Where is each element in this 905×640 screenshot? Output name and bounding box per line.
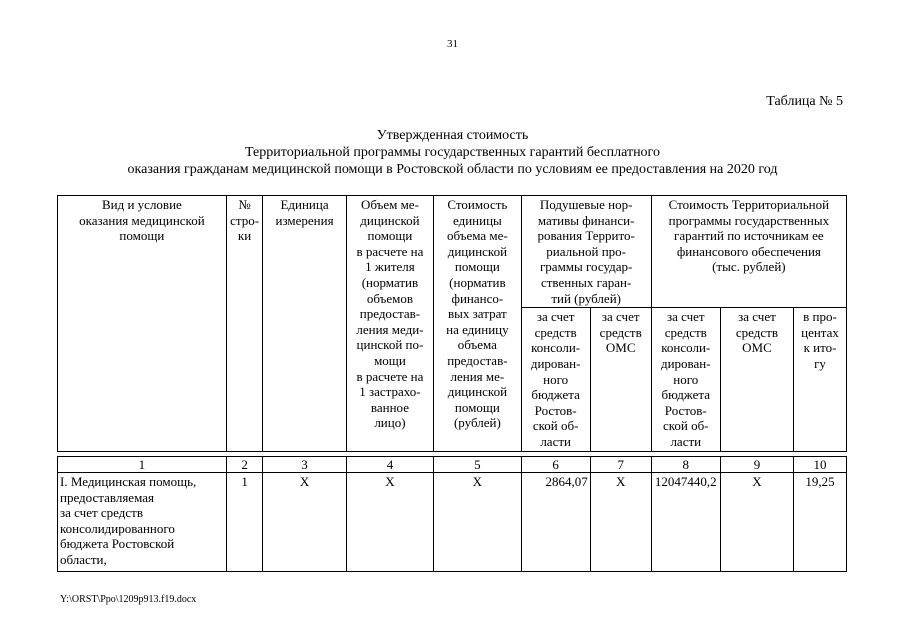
row-service-name: I. Медицинская помощь, предоставляемая за счет средств консолидированного бюджета Ростовской области, bbox=[58, 473, 227, 572]
header-unit: Единица измерения bbox=[263, 196, 346, 452]
column-number: 10 bbox=[794, 456, 847, 473]
column-number: 1 bbox=[58, 456, 227, 473]
header-total-cost-group: Стоимость Территориальной программы государственных гарантий по источникам ее финансового обеспечения (тыс. рублей) bbox=[651, 196, 846, 308]
column-number-row bbox=[58, 456, 847, 473]
header-per-capita-budget: за счет средств консоли- дирован- ного бюджета Ростов- ской об- ласти bbox=[521, 308, 590, 451]
file-path-footer: Y:\ORST\Ppo\1209p913.f19.docx bbox=[60, 594, 197, 605]
title-line-1: Утвержденная стоимость bbox=[376, 128, 529, 143]
header-row-1 bbox=[58, 196, 847, 308]
header-volume: Объем ме- дицинской помощи в расчете на 1 жителя (норматив объемов предостав- ления меди- цинской по- мощи в расчете на 1 застрахо- ванное лицо) bbox=[346, 196, 433, 452]
row-percent: 19,25 bbox=[794, 473, 847, 572]
header-service-type: Вид и условие оказания медицинской помощи bbox=[58, 196, 227, 452]
cost-table bbox=[57, 195, 847, 572]
row-line-number: 1 bbox=[226, 473, 263, 572]
row-unit-cost: Х bbox=[434, 473, 521, 572]
header-line-number: № стро- ки bbox=[226, 196, 263, 452]
header-per-capita-oms: за счет средств ОМС bbox=[590, 308, 651, 451]
header-total-budget: за счет средств консоли- дирован- ного бюджета Ростов- ской об- ласти bbox=[651, 308, 720, 451]
column-number: 8 bbox=[651, 456, 720, 473]
column-number: 5 bbox=[434, 456, 521, 473]
row-per-capita-oms: Х bbox=[590, 473, 651, 572]
column-number: 4 bbox=[346, 456, 433, 473]
column-number: 2 bbox=[226, 456, 263, 473]
table-label: Таблица № 5 bbox=[766, 94, 843, 109]
page-number: 31 bbox=[447, 38, 458, 50]
title-line-2: Территориальной программы государственных гарантий бесплатного bbox=[245, 145, 660, 160]
row-total-budget: 12047440,2 bbox=[651, 473, 720, 572]
title-line-3: оказания гражданам медицинской помощи в Ростовской области по условиям ее предоставления на 2020 год bbox=[127, 162, 778, 177]
table-row bbox=[58, 473, 847, 572]
column-number: 7 bbox=[590, 456, 651, 473]
header-total-oms: за счет средств ОМС bbox=[720, 308, 793, 451]
row-total-oms: Х bbox=[720, 473, 793, 572]
column-number: 3 bbox=[263, 456, 346, 473]
row-unit: Х bbox=[263, 473, 346, 572]
document-title bbox=[0, 127, 905, 178]
header-percent: в про- центах к ито- гу bbox=[794, 308, 847, 451]
row-per-capita-budget: 2864,07 bbox=[521, 473, 590, 572]
header-per-capita-group: Подушевые нор- мативы финанси- рования Террито- риальной про- граммы государ- ственных гаран- тий (рублей) bbox=[521, 196, 651, 308]
row-volume: Х bbox=[346, 473, 433, 572]
header-unit-cost: Стоимость единицы объема ме- дицинской помощи (норматив финансо- вых затрат на единицу объема предостав- ления ме- дицинской помощи (рублей) bbox=[434, 196, 521, 452]
column-number: 6 bbox=[521, 456, 590, 473]
column-number: 9 bbox=[720, 456, 793, 473]
